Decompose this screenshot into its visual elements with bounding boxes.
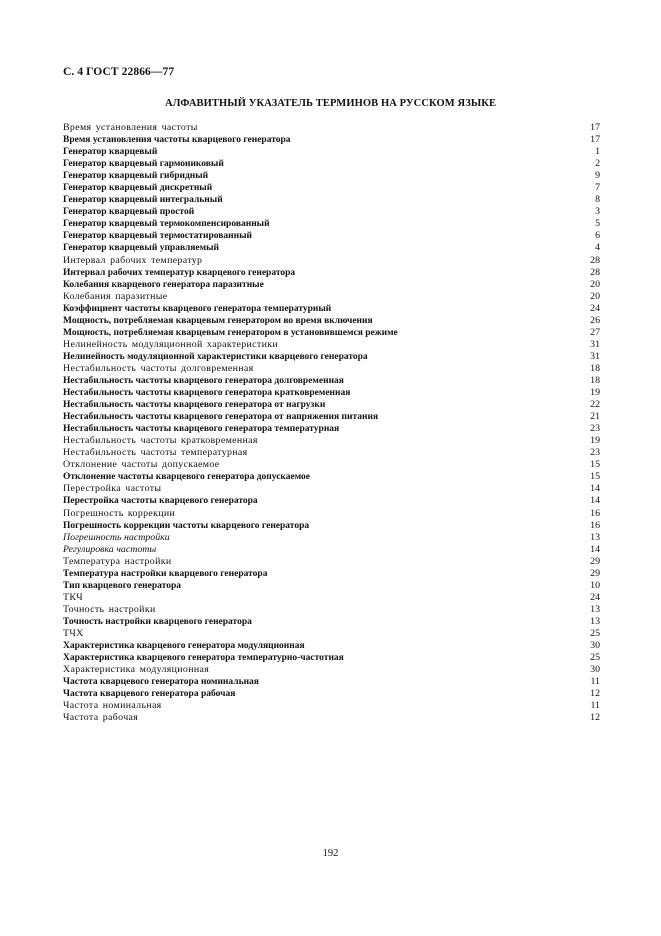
index-entry: [63, 471, 600, 483]
index-term-number: 12: [590, 688, 600, 700]
index-term-number: 29: [590, 555, 600, 567]
index-term: Мощность, потребляемая кварцевым генератором в установившемся режиме: [63, 327, 398, 338]
index-entry: [63, 664, 600, 676]
index-entry: [63, 387, 600, 399]
index-term-number: 18: [590, 362, 600, 374]
index-term-number: 11: [590, 700, 600, 712]
index-entry: [63, 267, 600, 279]
index-entry: [63, 604, 600, 616]
index-term: Нелинейность модуляционной характеристики: [63, 338, 278, 350]
index-entry: [63, 640, 600, 652]
index-term-number: 27: [590, 326, 600, 338]
index-term-number: 31: [590, 350, 600, 362]
index-term: Регулировка частоты: [63, 543, 157, 555]
index-entry: [63, 146, 600, 158]
index-term-number: 19: [590, 387, 600, 399]
index-term: Характеристика кварцевого генератора температурно-частотная: [63, 653, 344, 664]
index-term: Частота рабочая: [63, 712, 139, 724]
index-term: Нестабильность частоты кварцевого генератора от нагрузки: [63, 400, 326, 411]
index-term: Нестабильность частоты кварцевого генератора кратковременная: [63, 388, 351, 399]
index-term-number: 24: [590, 591, 600, 603]
index-term: Генератор кварцевый интегральный: [63, 195, 223, 206]
term-index-list: [63, 122, 600, 724]
index-entry: [63, 616, 600, 628]
index-term: Нестабильность частоты температурная: [63, 447, 248, 459]
index-term-number: 28: [590, 254, 600, 266]
index-term: Интервал рабочих температур: [63, 254, 203, 266]
index-entry: [63, 279, 600, 291]
index-term-number: 25: [590, 627, 600, 639]
index-term: Частота кварцевого генератора рабочая: [63, 689, 236, 700]
index-term: Генератор кварцевый управляемый: [63, 243, 219, 254]
index-term-number: 2: [595, 158, 600, 170]
index-term-number: 25: [590, 652, 600, 664]
index-term: Коэффициент частоты кварцевого генератора температурный: [63, 303, 332, 314]
index-term: Температура настройки: [63, 555, 172, 567]
index-term-number: 4: [595, 242, 600, 254]
index-term-number: 31: [590, 338, 600, 350]
index-term: Время установления частоты кварцевого генератора: [63, 135, 291, 146]
index-entry: [63, 255, 600, 267]
index-entry: [63, 712, 600, 724]
index-term-number: 14: [590, 495, 600, 507]
index-term: Частота номинальная: [63, 700, 162, 712]
index-term-number: 5: [595, 218, 600, 230]
index-entry: [63, 508, 600, 520]
index-term: Нестабильность частоты кварцевого генератора долговременная: [63, 375, 344, 386]
index-term: Генератор кварцевый гармониковый: [63, 159, 224, 170]
index-entry: [63, 206, 600, 218]
index-term: Характеристика модуляционная: [63, 664, 210, 676]
index-term-number: 12: [590, 712, 600, 724]
index-term-number: 9: [595, 170, 600, 182]
index-term-number: 6: [595, 230, 600, 242]
index-term-number: 21: [590, 411, 600, 423]
index-term-number: 3: [595, 206, 600, 218]
index-entry: [63, 134, 600, 146]
index-entry: [63, 483, 600, 495]
index-term-number: 30: [590, 664, 600, 676]
index-entry: [63, 242, 600, 254]
index-term: Нестабильность частоты долговременная: [63, 362, 254, 374]
index-entry: [63, 495, 600, 507]
index-entry: [63, 459, 600, 471]
index-term-number: 1: [595, 146, 600, 158]
index-term: ТЧХ: [63, 627, 84, 639]
index-term-number: 23: [590, 423, 600, 435]
index-term: Температура настройки кварцевого генератора: [63, 568, 268, 579]
document-header: С. 4 ГОСТ 22866—77: [63, 66, 175, 78]
index-term-number: 17: [590, 122, 600, 133]
index-term: Генератор кварцевый простой: [63, 207, 195, 218]
index-term: Отклонение частоты допускаемое: [63, 459, 220, 471]
index-term-number: 26: [590, 314, 600, 326]
index-term-number: 23: [590, 447, 600, 459]
index-entry: [63, 158, 600, 170]
index-term-number: 22: [590, 399, 600, 411]
index-entry: [63, 568, 600, 580]
index-term-number: 15: [590, 471, 600, 483]
index-term-number: 13: [590, 615, 600, 627]
index-entry: [63, 122, 600, 134]
index-term-number: 16: [590, 519, 600, 531]
index-term: Колебания паразитные: [63, 290, 168, 302]
index-term-number: 10: [590, 579, 600, 591]
index-term: Мощность, потребляемая кварцевым генератором во время включения: [63, 315, 373, 326]
index-entry: [63, 399, 600, 411]
index-term-number: 24: [590, 302, 600, 314]
index-term: Перестройка частоты: [63, 483, 162, 495]
index-entry: [63, 628, 600, 640]
index-term: Отклонение частоты кварцевого генератора допускаемое: [63, 472, 311, 483]
index-term-number: 7: [595, 182, 600, 194]
index-term: Генератор кварцевый термокомпенсированный: [63, 219, 270, 230]
index-term: Генератор кварцевый гибридный: [63, 171, 209, 182]
index-entry: [63, 218, 600, 230]
index-term-number: 14: [590, 483, 600, 495]
index-term-number: 14: [590, 543, 600, 555]
index-term: Нестабильность частоты кратковременная: [63, 435, 258, 447]
index-term: Нестабильность частоты кварцевого генератора от напряжения питания: [63, 412, 379, 423]
index-entry: [63, 182, 600, 194]
index-term-number: 29: [590, 567, 600, 579]
index-term: Точность настройки: [63, 603, 156, 615]
index-entry: [63, 556, 600, 568]
index-entry: [63, 435, 600, 447]
index-term: Точность настройки кварцевого генератора: [63, 616, 252, 627]
index-term: Колебания кварцевого генератора паразитные: [63, 279, 264, 290]
index-term-number: 18: [590, 374, 600, 386]
index-entry: [63, 363, 600, 375]
index-entry: [63, 652, 600, 664]
index-term: Интервал рабочих температур кварцевого генератора: [63, 267, 296, 278]
index-term-number: 17: [590, 134, 600, 146]
index-term: Погрешность коррекции частоты кварцевого генератора: [63, 520, 310, 531]
index-entry: [63, 375, 600, 387]
page-number: 192: [322, 848, 339, 859]
index-term: Погрешность настройки: [63, 531, 170, 543]
index-entry: [63, 700, 600, 712]
index-term-number: 13: [590, 603, 600, 615]
index-term-number: 20: [590, 278, 600, 290]
index-entry: [63, 676, 600, 688]
index-term: Генератор кварцевый: [63, 147, 158, 158]
index-entry: [63, 230, 600, 242]
index-entry: [63, 411, 600, 423]
index-term: Погрешность коррекции: [63, 507, 176, 519]
index-entry: [63, 592, 600, 604]
index-entry: [63, 170, 600, 182]
index-term: Перестройка частоты кварцевого генератора: [63, 496, 258, 507]
index-term: Тип кварцевого генератора: [63, 580, 181, 591]
index-term-number: 30: [590, 640, 600, 652]
index-entry: [63, 351, 600, 363]
index-entry: [63, 544, 600, 556]
index-entry: [63, 291, 600, 303]
index-entry: [63, 423, 600, 435]
index-entry: [63, 303, 600, 315]
index-term: Характеристика кварцевого генератора модуляционная: [63, 641, 305, 652]
index-entry: [63, 580, 600, 592]
index-entry: [63, 339, 600, 351]
index-entry: [63, 315, 600, 327]
index-term: Время установления частоты: [63, 122, 198, 133]
index-term: Частота кварцевого генератора номинальная: [63, 677, 259, 688]
index-term-number: 11: [590, 676, 600, 688]
index-entry: [63, 447, 600, 459]
index-term: Генератор кварцевый термостатированный: [63, 231, 252, 242]
index-title: АЛФАВИТНЫЙ УКАЗАТЕЛЬ ТЕРМИНОВ НА РУССКОМ ЯЗЫКЕ: [164, 98, 497, 109]
index-entry: [63, 520, 600, 532]
index-term-number: 20: [590, 290, 600, 302]
index-term: Нестабильность частоты кварцевого генератора температурная: [63, 424, 340, 435]
index-entry: [63, 688, 600, 700]
index-term: Генератор кварцевый дискретный: [63, 183, 213, 194]
index-entry: [63, 327, 600, 339]
index-term-number: 8: [595, 194, 600, 206]
index-entry: [63, 532, 600, 544]
index-term: ТКЧ: [63, 591, 83, 603]
index-term: Нелинейность модуляционной характеристики кварцевого генератора: [63, 351, 368, 362]
index-term-number: 16: [590, 507, 600, 519]
index-term-number: 28: [590, 266, 600, 278]
index-term-number: 19: [590, 435, 600, 447]
index-term-number: 15: [590, 459, 600, 471]
index-term-number: 13: [590, 531, 600, 543]
index-entry: [63, 194, 600, 206]
